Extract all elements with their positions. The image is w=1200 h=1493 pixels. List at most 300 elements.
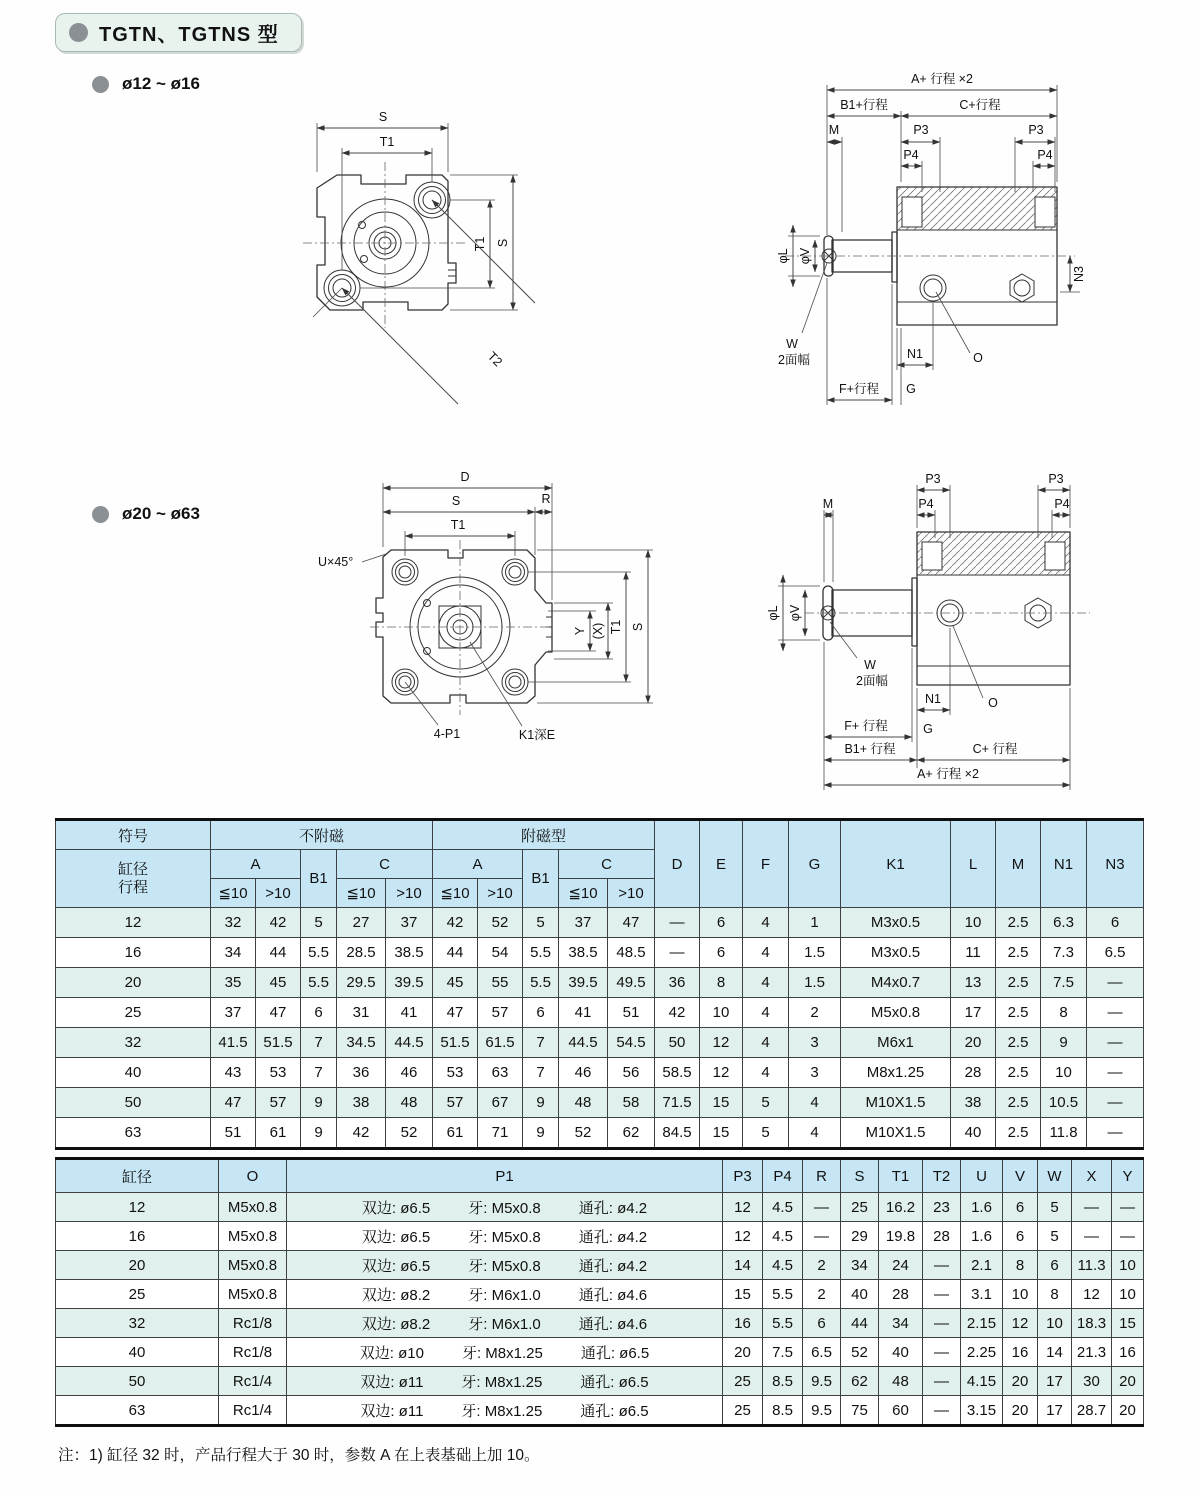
dim-label: W xyxy=(864,658,876,672)
p1-through-hole: 通孔: ø6.5 xyxy=(580,1344,650,1362)
group-no-magnet: 不附磁 xyxy=(211,820,433,850)
cell: — xyxy=(1087,1118,1144,1149)
cell: 4.5 xyxy=(763,1251,803,1280)
dim-label: T1 xyxy=(609,619,623,635)
cell: 2.5 xyxy=(996,968,1041,998)
cell: 38 xyxy=(951,1088,996,1118)
cell: 11 xyxy=(951,938,996,968)
cell: — xyxy=(655,938,700,968)
dim-label: O xyxy=(988,696,998,710)
table-row xyxy=(56,1088,1144,1118)
p1-through-hole: 通孔: ø6.5 xyxy=(580,1373,649,1391)
col-c: C xyxy=(337,850,433,879)
cell: 8 xyxy=(1038,1280,1072,1309)
dimension-lines xyxy=(318,470,653,742)
cell: 28 xyxy=(923,1222,961,1251)
cell: — xyxy=(1112,1193,1144,1222)
cell: M6x1 xyxy=(841,1028,951,1058)
cell: 10.5 xyxy=(1041,1088,1087,1118)
cell: 10 xyxy=(1041,1058,1087,1088)
side-view-large-diagram xyxy=(760,470,1200,800)
cell: 44.5 xyxy=(559,1028,608,1058)
dim-label: A+ 行程 ×2 xyxy=(911,72,973,86)
cell: 5 xyxy=(1038,1193,1072,1222)
dim-label: φL xyxy=(766,605,780,621)
section-label: ø12 ~ ø16 xyxy=(122,74,200,93)
cell: 2.5 xyxy=(996,1058,1041,1088)
cell: 12 xyxy=(56,908,211,938)
cell: 3.15 xyxy=(961,1396,1003,1426)
dim-label: C+ 行程 xyxy=(972,742,1018,756)
cell: 3 xyxy=(789,1028,841,1058)
cell: 15 xyxy=(1112,1309,1144,1338)
cell: 37 xyxy=(559,908,608,938)
cell: — xyxy=(923,1309,961,1338)
p1-thread: 牙: M8x1.25 xyxy=(461,1344,543,1362)
dim-label: B1+ 行程 xyxy=(844,742,896,756)
cell: 2.5 xyxy=(996,908,1041,938)
cell: 12 xyxy=(723,1222,763,1251)
col-l: L xyxy=(951,820,996,908)
cell: 6.5 xyxy=(803,1338,841,1367)
cell: 53 xyxy=(256,1058,301,1088)
cell: 8.5 xyxy=(763,1396,803,1426)
side-view-small-diagram xyxy=(770,70,1200,420)
cell: — xyxy=(803,1222,841,1251)
cell: 48 xyxy=(386,1088,433,1118)
p1-through-hole: 通孔: ø4.2 xyxy=(578,1257,648,1275)
cell: 7.5 xyxy=(763,1338,803,1367)
cell: 10 xyxy=(700,998,743,1028)
col-t1: T1 xyxy=(879,1159,923,1193)
cell: — xyxy=(1087,1088,1144,1118)
dim-label: B1+行程 xyxy=(840,98,888,112)
col-f: F xyxy=(743,820,789,908)
cell: Rc1/8 xyxy=(219,1338,287,1367)
cell: 12 xyxy=(1072,1280,1112,1309)
cell: 40 xyxy=(841,1280,879,1309)
cell: 9.5 xyxy=(803,1367,841,1396)
cell: Rc1/8 xyxy=(219,1309,287,1338)
cell: 41 xyxy=(559,998,608,1028)
bullet-circle-icon xyxy=(69,23,88,42)
col-bore: 缸径 xyxy=(56,1159,219,1193)
cell: 6 xyxy=(1038,1251,1072,1280)
p1-cell xyxy=(287,1367,723,1396)
cell: 12 xyxy=(56,1193,219,1222)
table-row xyxy=(56,968,1144,998)
cell: 17 xyxy=(1038,1367,1072,1396)
cell: 9 xyxy=(301,1118,337,1149)
dim-label: φV xyxy=(788,604,802,622)
cell: 9 xyxy=(1041,1028,1087,1058)
table-row xyxy=(56,998,1144,1028)
p1-cell xyxy=(287,1222,723,1251)
cell: 47 xyxy=(433,998,478,1028)
col-gt10: >10 xyxy=(256,879,301,908)
cell: 61.5 xyxy=(478,1028,523,1058)
cell: — xyxy=(923,1338,961,1367)
cell: 5 xyxy=(301,908,337,938)
stroke-label: 行程 xyxy=(117,878,148,896)
front-view-large-diagram xyxy=(300,470,680,760)
cell: 4 xyxy=(743,1028,789,1058)
col-bore-stroke xyxy=(56,850,211,908)
cell: — xyxy=(923,1396,961,1426)
cell: 4 xyxy=(743,968,789,998)
col-p1: P1 xyxy=(287,1159,723,1193)
col-b1: B1 xyxy=(523,850,559,908)
dim-label: T1 xyxy=(450,518,466,532)
col-v: V xyxy=(1003,1159,1038,1193)
cell: 34 xyxy=(879,1309,923,1338)
cell: 20 xyxy=(56,1251,219,1280)
cell: 6 xyxy=(523,998,559,1028)
cell: M5x0.8 xyxy=(841,998,951,1028)
cell: 71 xyxy=(478,1118,523,1149)
section-bore-large xyxy=(92,504,200,524)
cell: 20 xyxy=(1112,1367,1144,1396)
cell: 7 xyxy=(301,1028,337,1058)
cell: M3x0.5 xyxy=(841,938,951,968)
table1-body xyxy=(56,908,1144,1149)
cell: M10X1.5 xyxy=(841,1088,951,1118)
dim-label: D xyxy=(460,470,470,484)
cell: M10X1.5 xyxy=(841,1118,951,1149)
cell: 2 xyxy=(789,998,841,1028)
cell: 52 xyxy=(559,1118,608,1149)
cell: 17 xyxy=(951,998,996,1028)
cell: 31 xyxy=(337,998,386,1028)
page-title: TGTN、TGTNS 型 xyxy=(99,24,279,46)
p1-both-sides: 双边: ø11 xyxy=(360,1402,424,1420)
cell: — xyxy=(655,908,700,938)
cell: 47 xyxy=(211,1088,256,1118)
dim-label: P3 xyxy=(925,472,941,486)
cell: 25 xyxy=(56,998,211,1028)
cell: 55 xyxy=(478,968,523,998)
cell: 34.5 xyxy=(337,1028,386,1058)
col-p4: P4 xyxy=(763,1159,803,1193)
cell: 50 xyxy=(655,1028,700,1058)
cell: 4.5 xyxy=(763,1222,803,1251)
cell: 15 xyxy=(700,1088,743,1118)
dim-label: P4 xyxy=(903,148,919,162)
col-k1: K1 xyxy=(841,820,951,908)
dim-label: P4 xyxy=(1037,148,1053,162)
p1-both-sides: 双边: ø8.2 xyxy=(361,1286,431,1304)
cell: 6 xyxy=(1003,1222,1038,1251)
dim-label: M xyxy=(822,497,834,511)
cell: 15 xyxy=(723,1280,763,1309)
col-gt10: >10 xyxy=(386,879,433,908)
col-g: G xyxy=(789,820,841,908)
cell: 54 xyxy=(478,938,523,968)
cell: 10 xyxy=(951,908,996,938)
front-view-small-diagram xyxy=(285,100,565,430)
cell: 56 xyxy=(608,1058,655,1088)
cell: 24 xyxy=(879,1251,923,1280)
cell: 4 xyxy=(789,1118,841,1149)
cell: 20 xyxy=(723,1338,763,1367)
dim-label: P3 xyxy=(1028,123,1044,137)
cell: 9 xyxy=(523,1118,559,1149)
p1-through-hole: 通孔: ø4.6 xyxy=(578,1315,648,1333)
cell: 28.5 xyxy=(337,938,386,968)
cell: M5x0.8 xyxy=(219,1193,287,1222)
cell: 4 xyxy=(743,908,789,938)
cell: 16 xyxy=(56,1222,219,1251)
cell: 4.5 xyxy=(763,1193,803,1222)
cell: 44 xyxy=(256,938,301,968)
dim-label: S xyxy=(496,238,510,248)
cell: 42 xyxy=(337,1118,386,1149)
cell: 34 xyxy=(841,1251,879,1280)
cell: 20 xyxy=(56,968,211,998)
cell: 2.5 xyxy=(996,938,1041,968)
cell: 60 xyxy=(879,1396,923,1426)
p1-both-sides: 双边: ø6.5 xyxy=(361,1228,431,1246)
table-row xyxy=(56,1396,1144,1426)
cell: M8x1.25 xyxy=(841,1058,951,1088)
cell: 4 xyxy=(743,998,789,1028)
table-row xyxy=(56,1367,1144,1396)
cell: 6.3 xyxy=(1041,908,1087,938)
p1-through-hole: 通孔: ø4.2 xyxy=(578,1228,648,1246)
cell: 12 xyxy=(1003,1309,1038,1338)
dim-label: 4-P1 xyxy=(433,727,461,741)
cell: — xyxy=(923,1251,961,1280)
col-gt10: >10 xyxy=(478,879,523,908)
dimension-table-ports xyxy=(55,1157,1144,1427)
cell: 7 xyxy=(301,1058,337,1088)
cell: — xyxy=(1087,998,1144,1028)
col-le10: ≦10 xyxy=(433,879,478,908)
p1-through-hole: 通孔: ø6.5 xyxy=(580,1402,649,1420)
cell: 38.5 xyxy=(386,938,433,968)
cell: 36 xyxy=(655,968,700,998)
cell: 8 xyxy=(1003,1251,1038,1280)
table2-body xyxy=(56,1193,1144,1426)
col-c: C xyxy=(559,850,655,879)
footnote: 注：1) 缸径 32 时，产品行程大于 30 时，参数 A 在上表基础上加 10。 xyxy=(58,1447,540,1464)
cell: 16 xyxy=(1112,1338,1144,1367)
cell: 49.5 xyxy=(608,968,655,998)
col-y: Y xyxy=(1112,1159,1144,1193)
p1-cell xyxy=(287,1280,723,1309)
dim-label: φL xyxy=(776,248,790,264)
bullet-circle-icon xyxy=(92,506,109,523)
cell: 3.1 xyxy=(961,1280,1003,1309)
cell: 19.8 xyxy=(879,1222,923,1251)
cell: 1 xyxy=(789,908,841,938)
group-magnet: 附磁型 xyxy=(433,820,655,850)
cell: 28 xyxy=(879,1280,923,1309)
cell: 1.5 xyxy=(789,938,841,968)
cell: 9 xyxy=(301,1088,337,1118)
col-n1: N1 xyxy=(1041,820,1087,908)
cell: 61 xyxy=(256,1118,301,1149)
cell: — xyxy=(1112,1222,1144,1251)
col-b1: B1 xyxy=(301,850,337,908)
dim-label: R xyxy=(541,492,551,506)
table-row xyxy=(56,1222,1144,1251)
dim-label: 2面幅 xyxy=(778,353,810,367)
dim-label: A+ 行程 ×2 xyxy=(917,767,979,781)
dim-label: M xyxy=(828,123,840,137)
cell: 11.8 xyxy=(1041,1118,1087,1149)
table-row xyxy=(56,1338,1144,1367)
dim-label: S xyxy=(378,110,388,124)
cell: 44 xyxy=(841,1309,879,1338)
cell: 20 xyxy=(951,1028,996,1058)
section-label: ø20 ~ ø63 xyxy=(122,504,200,523)
cell: 23 xyxy=(923,1193,961,1222)
dim-label: S xyxy=(451,494,461,508)
cell: 42 xyxy=(433,908,478,938)
dim-label: G xyxy=(923,722,933,736)
cell: 10 xyxy=(1112,1251,1144,1280)
cell: 5.5 xyxy=(523,938,559,968)
cell: 16 xyxy=(56,938,211,968)
cell: 16 xyxy=(1003,1338,1038,1367)
cell: 52 xyxy=(841,1338,879,1367)
dim-label: Y xyxy=(573,626,587,636)
section-bore-small xyxy=(92,74,200,94)
cell: 41.5 xyxy=(211,1028,256,1058)
cell: — xyxy=(1072,1193,1112,1222)
col-s: S xyxy=(841,1159,879,1193)
dim-label: F+ 行程 xyxy=(844,719,888,733)
dim-label: T1 xyxy=(379,135,395,149)
cell: — xyxy=(1087,1058,1144,1088)
cell: 45 xyxy=(433,968,478,998)
dim-label: P4 xyxy=(918,497,934,511)
cell: 2.5 xyxy=(996,1088,1041,1118)
p1-both-sides: 双边: ø6.5 xyxy=(361,1257,431,1275)
cell: 38 xyxy=(337,1088,386,1118)
title-badge xyxy=(55,13,302,52)
dimension-lines xyxy=(776,72,1086,405)
cell: 51.5 xyxy=(433,1028,478,1058)
dim-label: 2面幅 xyxy=(856,674,888,688)
p1-both-sides: 双边: ø8.2 xyxy=(361,1315,431,1333)
cell: M5x0.8 xyxy=(219,1222,287,1251)
table-row xyxy=(56,938,1144,968)
cell: 43 xyxy=(211,1058,256,1088)
cell: 27 xyxy=(337,908,386,938)
dim-label: P3 xyxy=(913,123,929,137)
dim-label: C+行程 xyxy=(959,98,1001,112)
table-row xyxy=(56,1309,1144,1338)
cell: 48.5 xyxy=(608,938,655,968)
dim-label: K1深E xyxy=(518,728,556,742)
cell: M4x0.7 xyxy=(841,968,951,998)
cell: 7 xyxy=(523,1028,559,1058)
cylinder-side-body xyxy=(785,187,1075,325)
col-w: W xyxy=(1038,1159,1072,1193)
p1-cell xyxy=(287,1251,723,1280)
cell: 58 xyxy=(608,1088,655,1118)
cell: 5 xyxy=(743,1118,789,1149)
table2-header xyxy=(56,1159,1144,1193)
cell: — xyxy=(923,1367,961,1396)
cell: 1.6 xyxy=(961,1193,1003,1222)
cell: 2.25 xyxy=(961,1338,1003,1367)
cell: 12 xyxy=(723,1193,763,1222)
cell: 5.5 xyxy=(763,1280,803,1309)
table-row xyxy=(56,1280,1144,1309)
cell: 28.7 xyxy=(1072,1396,1112,1426)
cell: 25 xyxy=(841,1193,879,1222)
cell: 51.5 xyxy=(256,1028,301,1058)
cell: 71.5 xyxy=(655,1088,700,1118)
cell: 5 xyxy=(743,1088,789,1118)
table-row xyxy=(56,1193,1144,1222)
cell: 6 xyxy=(1087,908,1144,938)
p1-both-sides: 双边: ø6.5 xyxy=(361,1199,431,1217)
cell: 42 xyxy=(655,998,700,1028)
p1-thread: 牙: M5x0.8 xyxy=(468,1228,541,1246)
cell: 2.5 xyxy=(996,1118,1041,1149)
cell: 36 xyxy=(337,1058,386,1088)
cell: 10 xyxy=(1003,1280,1038,1309)
table-row xyxy=(56,908,1144,938)
p1-cell xyxy=(287,1338,723,1367)
cell: 3 xyxy=(789,1058,841,1088)
p1-cell xyxy=(287,1309,723,1338)
dimension-lines xyxy=(766,472,1070,790)
cell: 16 xyxy=(723,1309,763,1338)
dim-label: (X) xyxy=(591,622,605,640)
dim-label: W xyxy=(786,337,798,351)
cell: — xyxy=(1072,1222,1112,1251)
cell: 50 xyxy=(56,1088,211,1118)
cell: 46 xyxy=(386,1058,433,1088)
dim-label: U×45° xyxy=(318,555,354,569)
cell: 8 xyxy=(700,968,743,998)
cell: 25 xyxy=(723,1396,763,1426)
p1-thread: 牙: M8x1.25 xyxy=(461,1402,543,1420)
cell: 8 xyxy=(1041,998,1087,1028)
cell: M3x0.5 xyxy=(841,908,951,938)
dim-label: S xyxy=(631,622,645,632)
p1-thread: 牙: M6x1.0 xyxy=(468,1286,541,1304)
cell: 6 xyxy=(700,908,743,938)
cell: — xyxy=(1087,968,1144,998)
cell: 32 xyxy=(211,908,256,938)
dim-label: N1 xyxy=(925,692,941,706)
cell: 63 xyxy=(56,1118,211,1149)
cell: 42 xyxy=(256,908,301,938)
cell: 5.5 xyxy=(763,1309,803,1338)
cell: 6 xyxy=(803,1309,841,1338)
table1-header xyxy=(56,820,1144,908)
cell: 18.3 xyxy=(1072,1309,1112,1338)
cell: 48 xyxy=(559,1088,608,1118)
p1-thread: 牙: M8x1.25 xyxy=(461,1373,543,1391)
cell: 54.5 xyxy=(608,1028,655,1058)
cell: 20 xyxy=(1003,1367,1038,1396)
p1-thread: 牙: M5x0.8 xyxy=(468,1199,541,1217)
table-row xyxy=(56,1118,1144,1149)
dim-label: G xyxy=(906,382,916,396)
p1-through-hole: 通孔: ø4.2 xyxy=(578,1199,648,1217)
cell: 6 xyxy=(301,998,337,1028)
cell: 7.3 xyxy=(1041,938,1087,968)
dim-label: N3 xyxy=(1072,266,1086,282)
cell: 39.5 xyxy=(559,968,608,998)
